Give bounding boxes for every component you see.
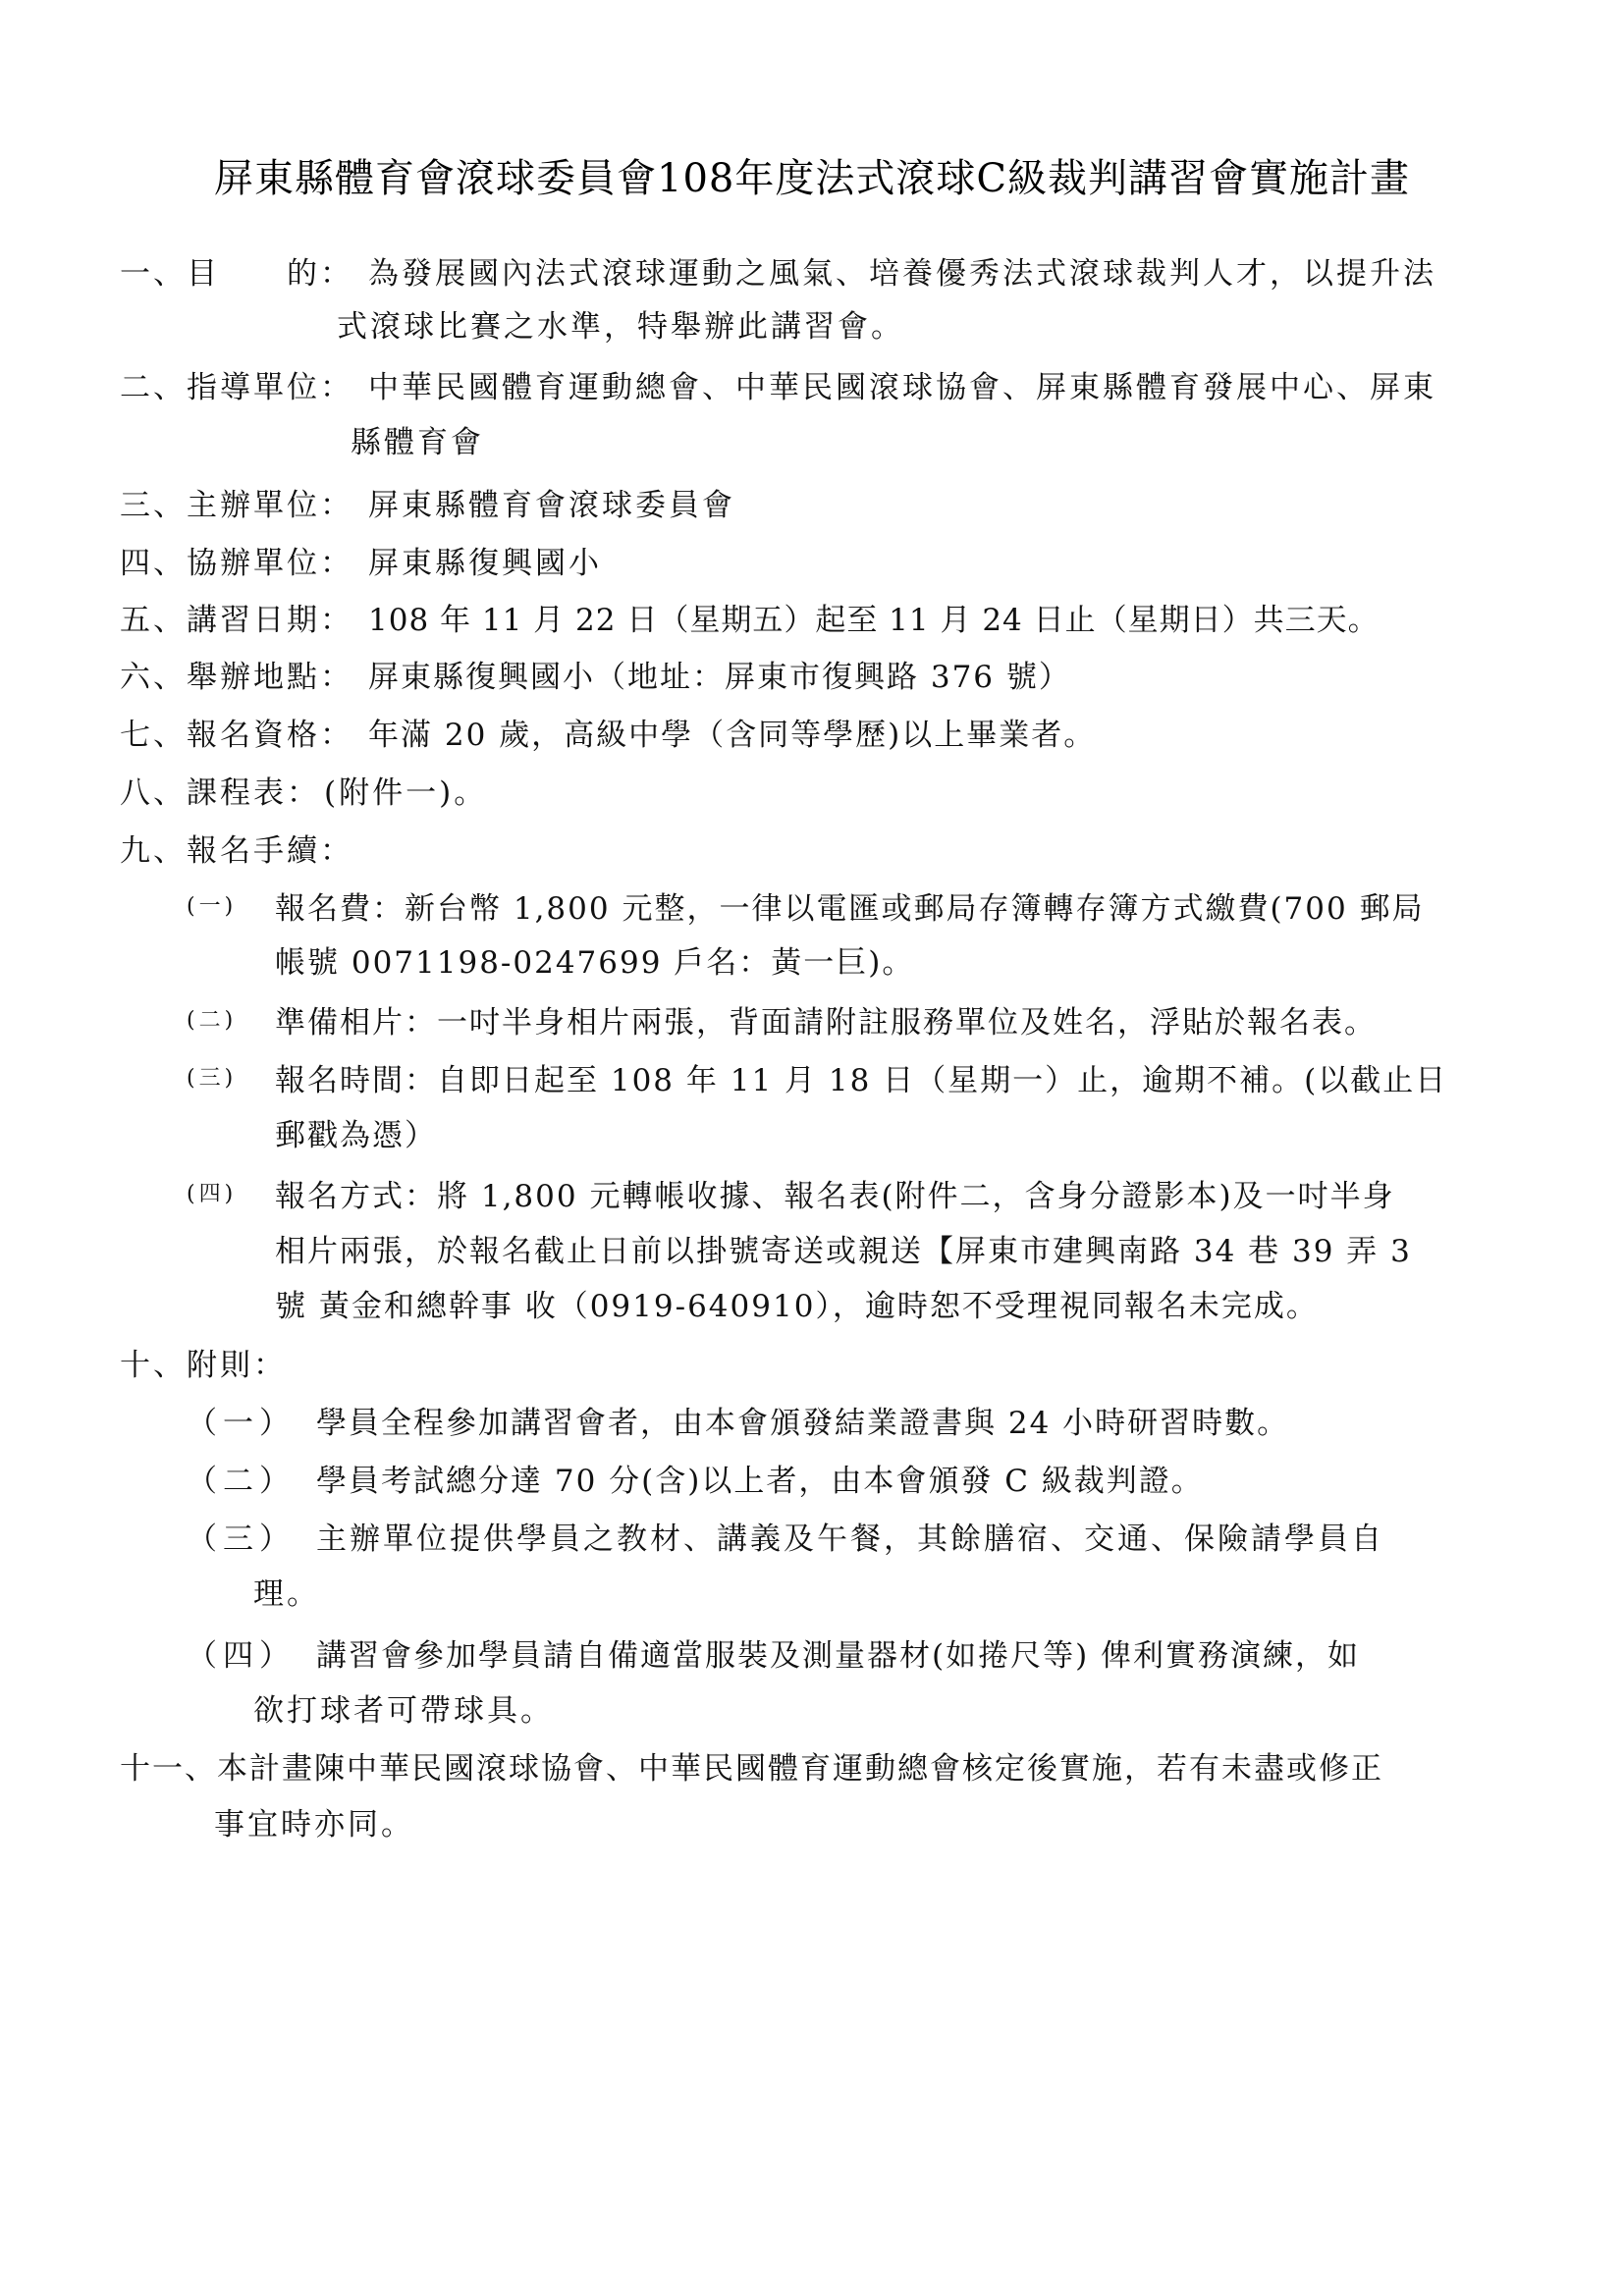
section-5-text: 108 年 11 月 22 日（星期五）起至 11 月 24 日止（星期日）共三天。 [368,603,1380,638]
section-11-line-1: 十一、本計畫陳中華民國滾球協會、中華民國體育運動總會核定後實施，若有未盡或修正 [120,1751,1383,1787]
section-11-line-2: 事宜時亦同。 [214,1807,414,1842]
section-4-text: 屏東縣復興國小 [368,546,602,581]
section-9-item-4-number: (四) [187,1182,238,1206]
section-6-text: 屏東縣復興國小（地址：屏東市復興路 376 號） [368,660,1071,695]
section-10-label: 十、附則： [120,1348,287,1383]
section-10-item-4-line-2: 欲打球者可帶球具。 [253,1693,554,1729]
section-7-label: 七、報名資格： [120,718,353,753]
section-9-item-1-line-1: 報名費：新台幣 1,800 元整，一律以電匯或郵局存簿轉存簿方式繳費(700 郵局 [275,891,1425,927]
section-2-label: 二、指導單位： [120,370,353,405]
section-9-item-3-line-1: 報名時間：自即日起至 108 年 11 月 18 日（星期一）止，逾期不補。(以截止日 [275,1063,1448,1098]
section-9-item-4-line-1: 報名方式：將 1,800 元轉帳收據、報名表(附件二，含身分證影本)及一吋半身 [275,1179,1395,1214]
section-2-line-2: 縣體育會 [351,425,484,460]
section-10-item-2-number: （二） [187,1464,296,1499]
section-1-line-1: 為發展國內法式滾球運動之風氣、培養優秀法式滾球裁判人才，以提升法 [368,256,1436,292]
section-3-label: 三、主辦單位： [120,488,353,523]
section-10-item-4-number: （四） [187,1638,296,1674]
section-9-item-1-number: (一) [187,894,238,919]
section-8-text: (附件一)。 [324,775,488,811]
section-10-item-3-number: （三） [187,1522,296,1557]
section-9-item-3-line-2: 郵戳為憑） [275,1118,437,1153]
section-4-label: 四、協辦單位： [120,546,353,581]
section-9-item-2-line-1: 準備相片：一吋半身相片兩張，背面請附註服務單位及姓名，浮貼於報名表。 [275,1005,1377,1041]
section-10-item-1-line-1: 學員全程參加講習會者，由本會頒發結業證書與 24 小時研習時數。 [316,1406,1290,1441]
section-10-item-3-line-1: 主辦單位提供學員之教材、講義及午餐，其餘膳宿、交通、保險請學員自 [316,1522,1384,1557]
section-9-item-4-line-2: 相片兩張，於報名截止日前以掛號寄送或親送【屏東市建興南路 34 巷 39 弄 3 [275,1234,1412,1269]
section-9-label: 九、報名手續： [120,833,353,869]
section-9-item-2-number: (二) [187,1008,238,1033]
section-5-label: 五、講習日期： [120,603,353,638]
section-8-label: 八、課程表： [120,775,320,811]
section-9-item-4-line-3: 號 黃金和總幹事 收（0919-640910），逾時恕不受理視同報名未完成。 [275,1289,1319,1324]
document-title: 屏東縣體育會滾球委員會108年度法式滾球C級裁判講習會實施計畫 [214,156,1410,201]
section-9-item-1-line-2: 帳號 0071198-0247699 戶名：黃一巨)。 [275,945,915,981]
section-3-text: 屏東縣體育會滾球委員會 [368,488,735,523]
section-1-label: 一、目 的： [120,256,353,292]
section-10-item-4-line-1: 講習會參加學員請自備適當服裝及測量器材(如捲尺等) 俾利實務演練，如 [316,1638,1361,1674]
section-10-item-2-line-1: 學員考試總分達 70 分(含)以上者，由本會頒發 C 級裁判證。 [316,1464,1204,1499]
section-6-label: 六、舉辦地點： [120,660,353,695]
section-9-item-3-number: (三) [187,1066,238,1091]
section-10-item-3-line-2: 理。 [253,1576,320,1612]
section-7-text: 年滿 20 歲，高級中學（含同等學歷)以上畢業者。 [368,718,1097,753]
section-10-item-1-number: （一） [187,1406,296,1441]
section-1-line-2: 式滾球比賽之水準，特舉辦此講習會。 [337,309,904,345]
section-2-line-1: 中華民國體育運動總會、中華民國滾球協會、屏東縣體育發展中心、屏東 [368,370,1436,405]
